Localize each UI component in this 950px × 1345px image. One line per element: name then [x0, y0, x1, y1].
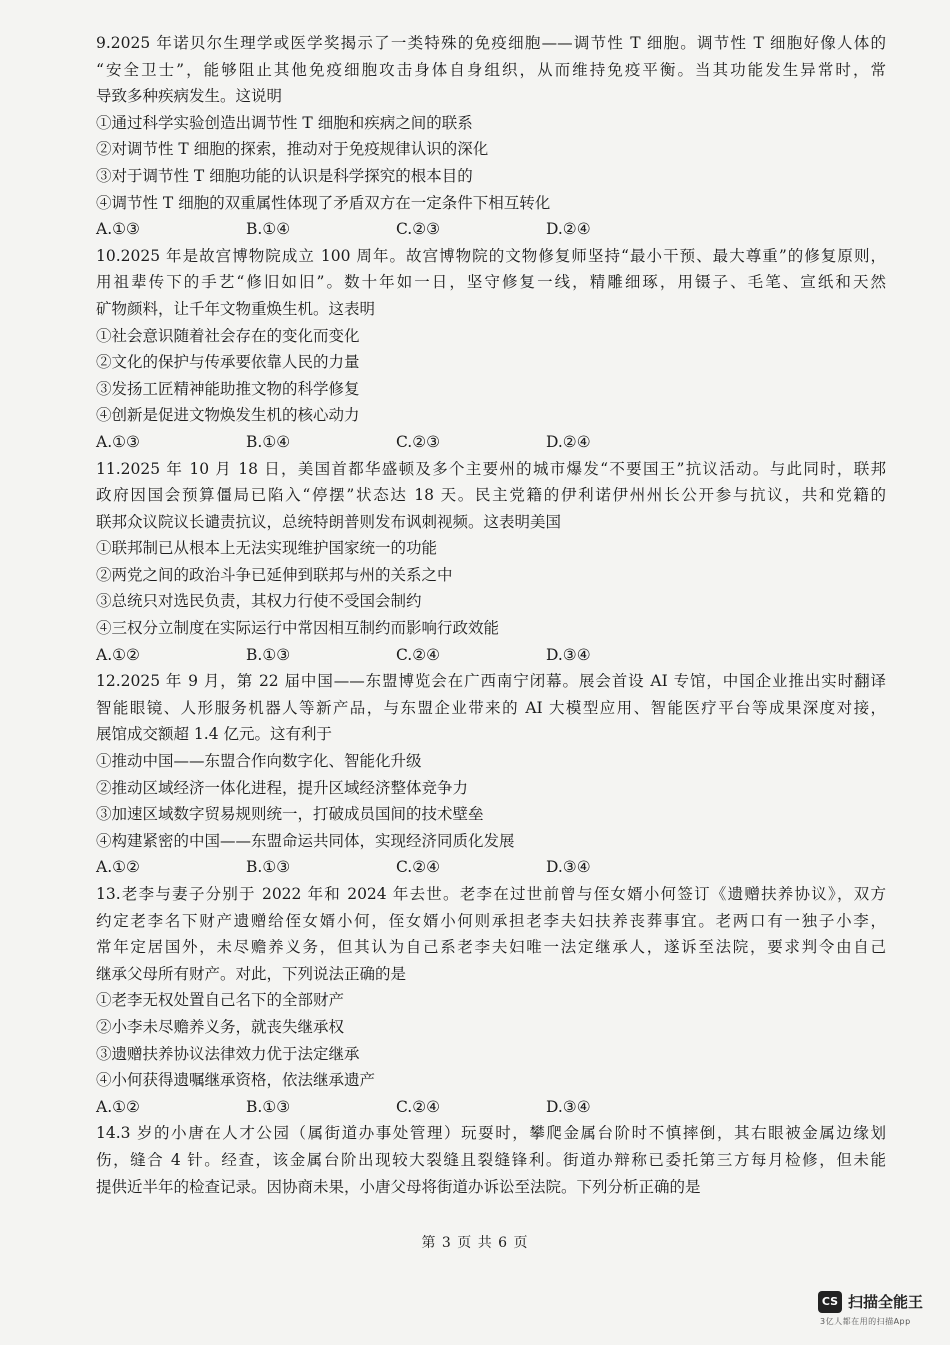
- answer-option: D.②④: [546, 220, 591, 239]
- statement-item: ③加速区域数字贸易规则统一，打破成员国间的技术壁垒: [96, 805, 484, 824]
- answer-option: D.③④: [546, 1097, 591, 1116]
- statement-item: ④创新是促进文物焕发生机的核心动力: [96, 406, 360, 425]
- question-stem-line: 约定老李名下财产遗赠给侄女婿小何，侄女婿小何则承担老李夫妇扶养丧葬事宜。老两口有一独子小李，: [96, 911, 886, 930]
- camscanner-logo-icon: CS: [818, 1291, 842, 1313]
- answer-option: B.①③: [246, 645, 291, 664]
- statement-item: ④小何获得遗嘱继承资格，依法继承遗产: [96, 1071, 376, 1090]
- answer-option: D.②④: [546, 432, 591, 451]
- question-stem-line: 14.3 岁的小唐在人才公园（属街道办事处管理）玩耍时，攀爬金属台阶时不慎摔倒，其右眼被金属边缘划: [96, 1124, 886, 1143]
- statement-item: ③遗赠扶养协议法律效力优于法定继承: [96, 1044, 360, 1063]
- question-stem-line: 继承父母所有财产。对此，下列说法正确的是: [96, 964, 407, 983]
- question-stem-line: 导致多种疾病发生。这说明: [96, 87, 283, 106]
- page-number: 第 3 页 共 6 页: [421, 1235, 529, 1251]
- question-block: [96, 243, 886, 456]
- question-stem-line: 12.2025 年 9 月，第 22 届中国——东盟博览会在广西南宁闭幕。展会首设 AI 专馆，中国企业推出实时翻译: [96, 672, 886, 691]
- statement-item: ①老李无权处置自己名下的全部财产: [96, 991, 345, 1010]
- statement-item: ①推动中国——东盟合作向数字化、智能化升级: [96, 752, 422, 771]
- statement-item: ③对于调节性 T 细胞功能的认识是科学探究的根本目的: [96, 166, 473, 185]
- question-stem-line: 联邦众议院议长谴责抗议，总统特朗普则发布讽刺视频。这表明美国: [96, 512, 562, 531]
- question-stem-line: 9.2025 年诺贝尔生理学或医学奖揭示了一类特殊的免疫细胞——调节性 T 细胞。调节性 T 细胞好像人体的: [96, 34, 886, 52]
- answer-options: [96, 642, 886, 669]
- question-stem-line: “安全卫士”，能够阻止其他免疫细胞攻击身体自身组织，从而维持免疫平衡。当其功能发生异常时，常: [96, 60, 886, 79]
- answer-option: B.①③: [246, 858, 291, 877]
- statement-item: ②推动区域经济一体化进程，提升区域经济整体竞争力: [96, 778, 469, 797]
- answer-option: A.①②: [96, 1097, 140, 1116]
- statement-item: ④调节性 T 细胞的双重属性体现了矛盾双方在一定条件下相互转化: [96, 193, 551, 212]
- answer-option: C.②③: [396, 432, 441, 451]
- answer-options: [96, 429, 886, 456]
- statement-item: ①通过科学实验创造出调节性 T 细胞和疾病之间的联系: [96, 113, 473, 132]
- statement-item: ④构建紧密的中国——东盟命运共同体，实现经济同质化发展: [96, 831, 515, 850]
- answer-options: [96, 1094, 886, 1121]
- answer-option: C.②④: [396, 1097, 441, 1116]
- question-stem-line: 13.老李与妻子分别于 2022 年和 2024 年去世。老李在过世前曾与侄女婿小何签订《遗赠扶养协议》，双方: [96, 885, 886, 903]
- question-block: [96, 881, 886, 1120]
- answer-option: B.①④: [246, 220, 291, 239]
- scanner-watermark: [818, 1290, 938, 1330]
- question-stem-line: 展馆成交额超 1.4 亿元。这有利于: [96, 725, 333, 744]
- answer-option: C.②③: [396, 220, 441, 239]
- question-block: [96, 30, 886, 243]
- statement-item: ①社会意识随着社会存在的变化而变化: [96, 326, 360, 345]
- question-stem-line: 11.2025 年 10 月 18 日，美国首都华盛顿及多个主要州的城市爆发“不要国王”抗议活动。与此同时，联邦: [96, 459, 886, 478]
- question-block: [96, 668, 886, 881]
- answer-option: D.③④: [546, 645, 591, 664]
- answer-option: C.②④: [396, 858, 441, 877]
- question-stem-line: 智能眼镜、人形服务机器人等新产品，与东盟企业带来的 AI 大模型应用、智能医疗平台等成果深度对接，: [96, 698, 886, 717]
- answer-option: B.①③: [246, 1097, 291, 1116]
- question-stem-line: 常年定居国外，未尽赡养义务，但其认为自己系老李夫妇唯一法定继承人，遂诉至法院，要求判令由自己: [96, 938, 886, 957]
- answer-option: A.①②: [96, 858, 140, 877]
- question-stem-line: 10.2025 年是故宫博物院成立 100 周年。故宫博物院的文物修复师坚持“最小干预、最大尊重”的修复原则，: [96, 246, 886, 265]
- statement-item: ①联邦制已从根本上无法实现维护国家统一的功能: [96, 539, 438, 558]
- statement-item: ②对调节性 T 细胞的探索，推动对于免疫规律认识的深化: [96, 140, 489, 159]
- question-block: [96, 456, 886, 669]
- question-stem-line: 用祖辈传下的手艺“修旧如旧”。数十年如一日，坚守修复一线，精雕细琢，用镊子、毛笔、宣纸和天然: [96, 273, 886, 292]
- statement-item: ②小李未尽赡养义务，就丧失继承权: [96, 1017, 345, 1036]
- question-stem-line: 提供近半年的检查记录。因协商未果，小唐父母将街道办诉讼至法院。下列分析正确的是: [96, 1177, 701, 1196]
- statement-item: ③发扬工匠精神能助推文物的科学修复: [96, 379, 360, 398]
- answer-options: [96, 216, 886, 243]
- answer-option: A.①③: [96, 220, 140, 239]
- statement-item: ④三权分立制度在实际运行中常因相互制约而影响行政效能: [96, 619, 500, 638]
- statement-item: ③总统只对选民负责，其权力行使不受国会制约: [96, 592, 422, 611]
- answer-option: C.②④: [396, 645, 441, 664]
- answer-options: [96, 854, 886, 881]
- answer-option: D.③④: [546, 858, 591, 877]
- question-stem-line: 政府因国会预算僵局已陷入“停摆”状态达 18 天。民主党籍的伊利诺伊州州长公开参与抗议，共和党籍的: [96, 486, 886, 505]
- question-list: [96, 30, 886, 1200]
- watermark-app-name: 扫描全能王: [848, 1293, 924, 1311]
- answer-option: A.①③: [96, 432, 140, 451]
- question-block: [96, 1120, 886, 1200]
- answer-option: A.①②: [96, 645, 140, 664]
- watermark-tagline: 3亿人都在用的扫描App: [820, 1317, 911, 1326]
- answer-option: B.①④: [246, 432, 291, 451]
- statement-item: ②文化的保护与传承要依靠人民的力量: [96, 353, 360, 372]
- statement-item: ②两党之间的政治斗争已延伸到联邦与州的关系之中: [96, 565, 453, 584]
- question-stem-line: 矿物颜料，让千年文物重焕生机。这表明: [96, 299, 376, 318]
- question-stem-line: 伤，缝合 4 针。经查，该金属台阶出现较大裂缝且裂缝锋利。街道办辩称已委托第三方每月检修，但未能: [96, 1150, 886, 1169]
